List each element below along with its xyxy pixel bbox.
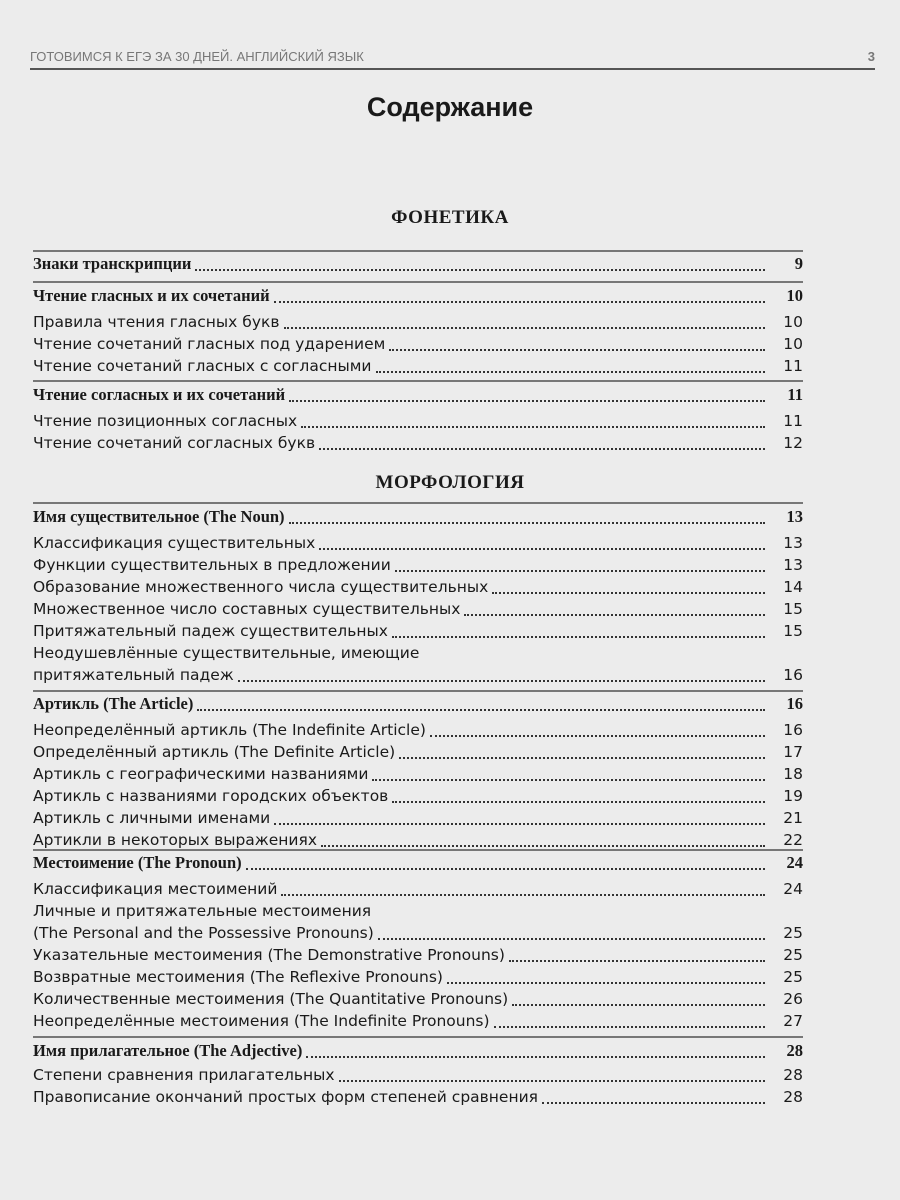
section-heading-morphology: МОРФОЛОГИЯ: [375, 472, 525, 493]
toc-entry[interactable]: Неопределённый артикль (The Indefinite Article) 16: [33, 721, 803, 739]
running-header-title: ГОТОВИМСЯ К ЕГЭ ЗА 30 ДНЕЙ. АНГЛИЙСКИЙ ЯЗЫК: [30, 49, 364, 64]
section-rule: [33, 849, 803, 851]
section-rule: [33, 690, 803, 692]
toc-entry-heading[interactable]: Артикль (The Article) 16: [33, 694, 803, 713]
toc-entry[interactable]: Классификация местоимений 24: [33, 880, 803, 898]
toc-entry[interactable]: Чтение позиционных согласных 11: [33, 412, 803, 430]
toc-entry[interactable]: Указательные местоимения (The Demonstrative Pronouns) 25: [33, 946, 803, 964]
toc-entry-first-line[interactable]: Неодушевлённые существительные, имеющие: [33, 644, 420, 662]
toc-entry-first-line[interactable]: Личные и притяжательные местоимения: [33, 902, 372, 920]
toc-entry[interactable]: Определённый артикль (The Definite Article) 17: [33, 743, 803, 761]
toc-entry[interactable]: Правописание окончаний простых форм степеней сравнения 28: [33, 1088, 803, 1106]
toc-entry[interactable]: Количественные местоимения (The Quantitative Pronouns) 26: [33, 990, 803, 1008]
running-header-page-number: 3: [867, 49, 875, 64]
toc-entry[interactable]: Артикли в некоторых выражениях 22: [33, 831, 803, 849]
toc-entry[interactable]: Возвратные местоимения (The Reflexive Pronouns) 25: [33, 968, 803, 986]
toc-entry[interactable]: Степени сравнения прилагательных 28: [33, 1066, 803, 1084]
section-rule: [33, 1036, 803, 1038]
toc-entry[interactable]: Артикль с географическими названиями 18: [33, 765, 803, 783]
section-rule: [33, 502, 803, 504]
toc-entry[interactable]: Притяжательный падеж существительных 15: [33, 622, 803, 640]
running-header: [30, 36, 875, 70]
toc-entry[interactable]: Функции существительных в предложении 13: [33, 556, 803, 574]
toc-entry[interactable]: (The Personal and the Possessive Pronouns) 25: [33, 924, 803, 942]
toc-entry[interactable]: Классификация существительных 13: [33, 534, 803, 552]
toc-entry-heading[interactable]: Имя прилагательное (The Adjective) 28: [33, 1041, 803, 1060]
toc-entry[interactable]: Образование множественного числа существительных 14: [33, 578, 803, 596]
toc-entry[interactable]: Артикль с названиями городских объектов 19: [33, 787, 803, 805]
toc-entry-heading[interactable]: Чтение согласных и их сочетаний 11: [33, 385, 803, 404]
section-rule: [33, 250, 803, 252]
section-heading-phonetics: ФОНЕТИКА: [391, 207, 509, 228]
section-rule: [33, 380, 803, 382]
toc-entry-heading[interactable]: Имя существительное (The Noun) 13: [33, 507, 803, 526]
toc-entry[interactable]: Правила чтения гласных букв 10: [33, 313, 803, 331]
section-rule: [33, 281, 803, 283]
toc-entry[interactable]: притяжательный падеж 16: [33, 666, 803, 684]
toc-entry[interactable]: Чтение сочетаний гласных с согласными 11: [33, 357, 803, 375]
toc-entry[interactable]: Чтение сочетаний согласных букв 12: [33, 434, 803, 452]
toc-entry[interactable]: Чтение сочетаний гласных под ударением 10: [33, 335, 803, 353]
toc-entry[interactable]: Неопределённые местоимения (The Indefinite Pronouns) 27: [33, 1012, 803, 1030]
toc-entry-heading[interactable]: Чтение гласных и их сочетаний 10: [33, 286, 803, 305]
page-title: Содержание: [366, 92, 534, 122]
toc-entry-heading[interactable]: Знаки транскрипции 9: [33, 254, 803, 273]
toc-entry[interactable]: Артикль с личными именами 21: [33, 809, 803, 827]
toc-entry-heading[interactable]: Местоимение (The Pronoun) 24: [33, 853, 803, 872]
toc-entry[interactable]: Множественное число составных существительных 15: [33, 600, 803, 618]
